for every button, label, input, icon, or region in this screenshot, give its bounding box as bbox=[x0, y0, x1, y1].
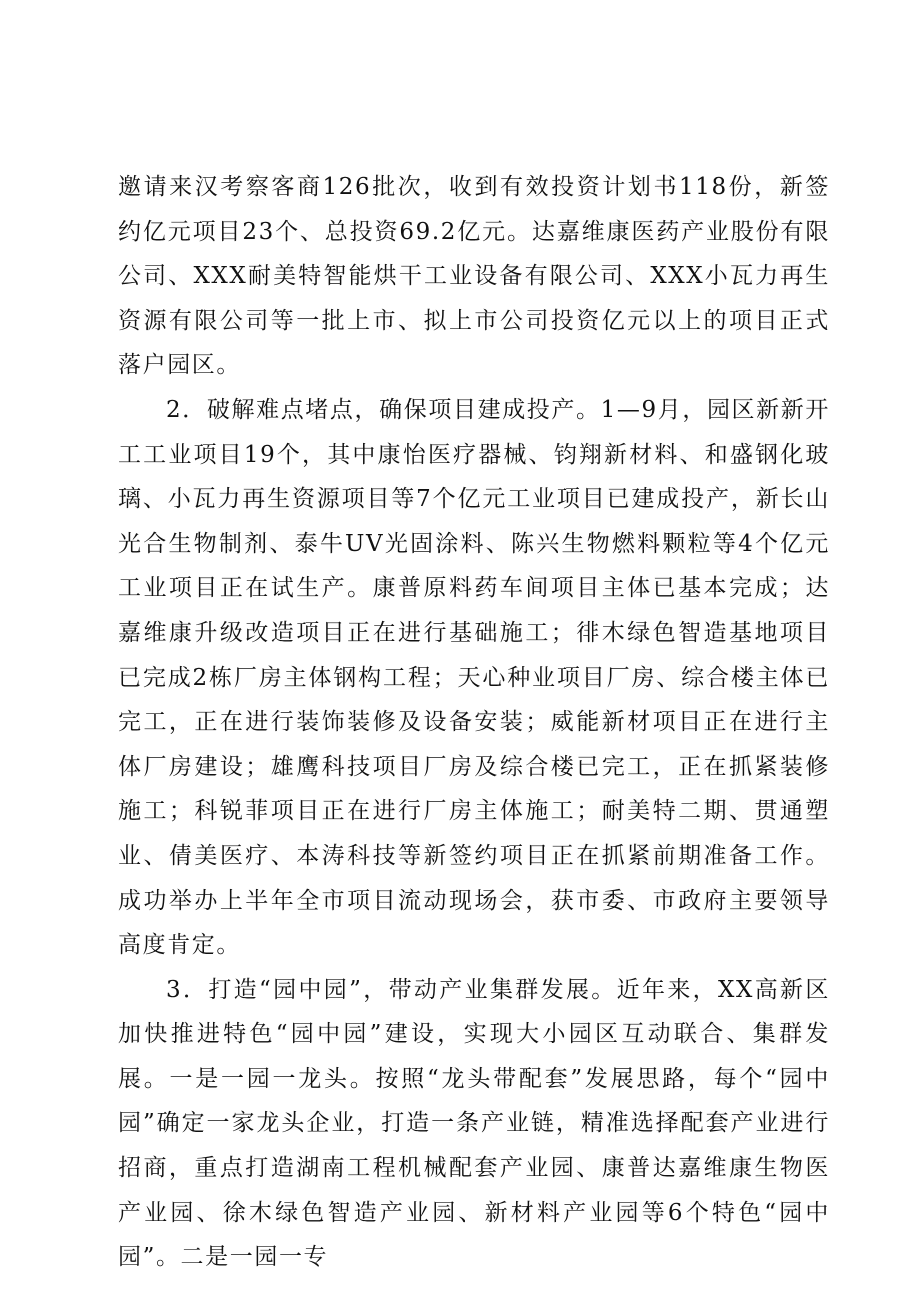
paragraph-project-construction: 2．破解难点堵点，确保项目建成投产。1—9月，园区新新开工工业项目19个，其中康怡医疗器械、钧翔新材料、和盛钢化玻璃、小瓦力再生资源项目等7个亿元工业项目已建成投产，新长山光合生物制剂、泰牛UV光固涂料、陈兴生物燃料颗粒等4个亿元工业项目正在试生产。康普原料药车间项目主体已基本完成；达嘉维康升级改造项目正在进行基础施工；徘木绿色智造基地项目已完成2栋厂房主体钢构工程；天心种业项目厂房、综合楼主体已完工，正在进行装饰装修及设备安装；威能新材项目正在进行主体厂房建设；雄鹰科技项目厂房及综合楼已完工，正在抓紧装修施工；科锐菲项目正在进行厂房主体施工；耐美特二期、贯通塑业、倩美医疗、本涛科技等新签约项目正在抓紧前期准备工作。成功举办上半年全市项目流动现场会，获市委、市政府主要领导高度肯定。 bbox=[118, 396, 830, 959]
document-body bbox=[118, 165, 830, 1280]
paragraph-park-in-park: 3．打造“园中园”，带动产业集群发展。近年来，XX高新区加快推进特色“园中园”建设，实现大小园区互动联合、集群发展。一是一园一龙头。按照“龙头带配套”发展思路，每个“园中园”确定一家龙头企业，打造一条产业链，精准选择配套产业进行招商，重点打造湖南工程机械配套产业园、康普达嘉维康生物医产业园、徐木绿色智造产业园、新材料产业园等6个特色“园中园”。二是一园一专 bbox=[118, 976, 830, 1271]
paragraph-investment-results: 邀请来汉考察客商126批次，收到有效投资计划书118份，新签约亿元项目23个、总投资69.2亿元。达嘉维康医药产业股份有限公司、XXX耐美特智能烘干工业设备有限公司、XXX小瓦力再生资源有限公司等一批上市、拟上市公司投资亿元以上的项目正式落户园区。 bbox=[118, 174, 830, 379]
